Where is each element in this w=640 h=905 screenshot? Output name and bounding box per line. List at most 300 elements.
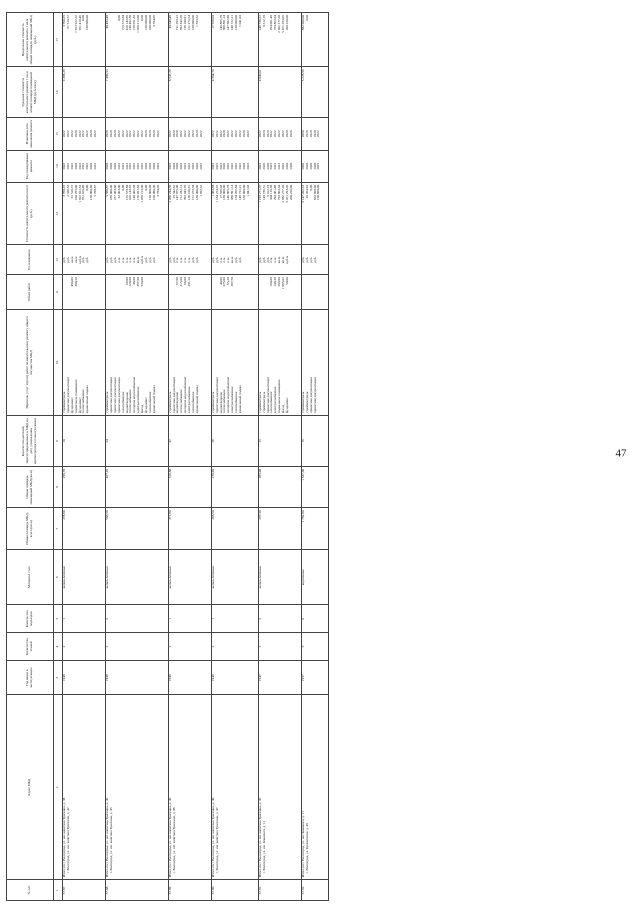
column-number: 2: [54, 695, 63, 880]
limit-cost: 130 000,00: [191, 15, 196, 31]
cost-value: 1 593,52: [198, 184, 203, 197]
entrances-count: 2: [106, 605, 169, 633]
plan-year: 2020: [171, 162, 176, 170]
unit-value: кв.м: [73, 256, 78, 263]
limit-cost: 100 000,00: [147, 15, 152, 31]
cost-value: 227 463,00: [112, 184, 117, 201]
plan-year-list: [168, 150, 211, 182]
cost-value: 8 312,18: [265, 184, 270, 197]
limit-cost: [90, 15, 94, 64]
cost-value: 5 508,87: [105, 184, 110, 197]
cost-value: 158 051,83: [136, 184, 141, 201]
end-year: 2020: [300, 130, 305, 138]
cost-value: 130 000,00: [147, 184, 152, 201]
cost-value: 733 863,64: [277, 184, 282, 201]
unit-value: руб.: [265, 256, 270, 263]
table-row: [106, 13, 169, 901]
cost-value: 25 342,61: [171, 184, 176, 199]
limit-cost-list: [106, 13, 169, 67]
work-item: кровельный подвал: [85, 385, 90, 414]
column-number: 4: [54, 633, 63, 661]
work-item: стройконтроль: [62, 391, 66, 414]
end-year: 2022: [120, 130, 125, 138]
column-header: Количество жителей, зарегистрированных в МКД на дату утверждения краткосрочного плана (человек): [7, 416, 54, 467]
limit-cost: 733 863,64: [273, 15, 278, 31]
volume-value: 397,80: [136, 277, 141, 287]
unit-value: куб.м: [285, 255, 290, 264]
cost-value: 3 784,05: [155, 184, 160, 197]
row-number: 57.88.: [106, 880, 169, 901]
plan-year-list: [258, 150, 301, 182]
wall-material: кирпичные: [301, 550, 329, 605]
wall-material: шлако-блочные: [258, 550, 301, 605]
volume-list: [106, 275, 169, 310]
unit-value: п.м.: [269, 256, 274, 263]
end-year: 2022: [245, 130, 250, 138]
end-year: 2022: [65, 130, 70, 138]
cost-value: 134 265,84: [234, 184, 239, 201]
end-year: 2022: [69, 130, 74, 138]
volume-value: 220,00: [128, 277, 133, 287]
cost-value: 2 456 244,39: [167, 184, 172, 203]
column-number: 8: [54, 466, 63, 508]
cost-value: 147 075,00: [175, 184, 180, 201]
cost-value: 832 608,00: [312, 184, 317, 201]
unit-list: [211, 245, 258, 275]
work-item: электроснабжение: [273, 386, 278, 414]
plan-year: 2022: [187, 162, 192, 170]
unit-value: руб.: [167, 256, 172, 263]
volume-value: 194,00: [269, 277, 274, 287]
end-year: 2022: [277, 130, 282, 138]
table-row: [301, 13, 329, 901]
column-number: 12: [54, 245, 63, 275]
work-item: газоснабжение: [147, 391, 152, 414]
end-year: 2022: [183, 130, 188, 138]
limit-cost: 146 865,78: [218, 15, 223, 31]
end-year-list: [168, 118, 211, 150]
column-number: 14: [54, 150, 63, 182]
floors-count: 2: [258, 633, 301, 661]
work-item: электроснабжение: [187, 386, 192, 414]
cost-list: [63, 182, 106, 244]
unit-value: руб.: [194, 256, 199, 263]
limit-cost: 136 100,91: [183, 15, 188, 31]
limit-cost: 1 922 922,32: [73, 15, 78, 33]
plan-year: 2020: [261, 162, 266, 170]
total-area: 1 782,80: [301, 508, 329, 550]
unit-value: п.м.: [187, 256, 192, 263]
table-row: [211, 13, 258, 901]
cost-value: 1 058 213,00: [140, 184, 145, 203]
cost-value: 294 061,48: [273, 184, 278, 201]
unit-value: руб.: [214, 256, 219, 263]
unit-value: руб.: [144, 256, 148, 263]
column-number: 9: [54, 416, 63, 467]
cost-value: 149 736,51: [261, 184, 266, 201]
end-year: 2022: [281, 130, 286, 138]
limit-cost: 416 143,65: [124, 15, 129, 31]
end-year: 2022: [269, 130, 274, 138]
plan-year: 2020: [89, 162, 94, 170]
end-year: 2022: [273, 130, 278, 138]
plan-year: 2020: [73, 162, 78, 170]
unit-value: руб.: [85, 256, 90, 263]
plan-year: 2022: [277, 162, 282, 170]
work-item: фасад: [281, 404, 286, 414]
wall-material: шлако-блочные: [168, 550, 211, 605]
unit-value: п.м.: [175, 256, 180, 263]
volume-list: [168, 275, 211, 310]
unit-cost: 5 225,59: [301, 67, 329, 118]
column-header: Общая площадь помещений МКД (кв.м): [7, 466, 54, 508]
plan-year: 2022: [316, 162, 321, 170]
cost-value: 1 184 253,67: [214, 184, 219, 203]
cost-value: 136 100,91: [187, 184, 192, 201]
group-total-label: Итого по г. Волгоград, ул. им. Кошевого, д. 11: [300, 810, 305, 878]
limit-cost: 0,00: [116, 15, 121, 21]
end-year: 2022: [198, 130, 203, 138]
plan-year: 2022: [218, 162, 223, 170]
cost-value: 0,00: [120, 184, 125, 191]
building-address: г. Волгоград, ул. им. капитана Тряскина, д. 46: [171, 807, 176, 874]
unit-cost: 7 486,53: [106, 67, 169, 118]
plan-year: 2022: [245, 162, 250, 170]
group-total-label: Итого по г. Волгоград, ул. им. капитана Тряскина, д. 38: [62, 797, 66, 878]
page-number: 47: [615, 447, 627, 460]
end-year: 2020: [222, 130, 227, 138]
end-year: 2022: [210, 130, 215, 138]
plan-year: 2022: [120, 162, 125, 170]
work-item: проектная документация: [112, 377, 117, 414]
unit-value: руб.: [108, 256, 113, 263]
limit-cost: 40 483,48: [105, 15, 110, 29]
limit-cost: 148 722,21: [230, 15, 235, 31]
plan-year: 2020: [300, 162, 305, 170]
end-year: 2022: [226, 130, 231, 138]
cost-value: 392 343,70: [183, 184, 188, 201]
plan-year: 2022: [191, 162, 196, 170]
cost-value: 130 000,00: [89, 184, 94, 201]
limit-cost: 832 608,00: [300, 15, 305, 31]
cost-value: 5 471 293,05: [285, 184, 290, 203]
volume-value: [86, 277, 90, 307]
cost-list: [258, 182, 301, 244]
end-year: 2022: [124, 130, 129, 138]
end-year: 2022: [179, 130, 184, 138]
unit-value: куб.м: [140, 255, 145, 264]
work-item: фасад: [140, 404, 145, 414]
volume-value: [153, 277, 157, 307]
unit-value: п.м.: [116, 256, 121, 263]
work-item: электроснабжение: [136, 386, 141, 414]
end-year: 2022: [187, 130, 192, 138]
group-total-label: Итого по г. Волгоград, ул. им. капитана Тряскина, д. 45: [167, 797, 172, 878]
work-item: проектная документация: [265, 377, 270, 414]
limit-cost: 0,00: [140, 15, 145, 21]
work-item: стройконтроль: [167, 391, 172, 414]
work-item: водоотведение: [175, 391, 180, 414]
plan-year: 2022: [132, 162, 137, 170]
end-year: 2022: [132, 130, 137, 138]
total-area: 278,90: [63, 508, 106, 550]
unit-value: п.м.: [273, 256, 278, 263]
plan-year: 2020: [144, 162, 148, 170]
unit-value: кв.м.: [281, 256, 286, 264]
limit-cost: 149 736,51: [257, 15, 262, 31]
row-number: 57.87.: [63, 880, 106, 901]
limit-cost-list: [301, 13, 329, 67]
entrances-count: 1: [211, 605, 258, 633]
end-year: 2020: [175, 130, 180, 138]
cost-value: 2 336,53: [65, 184, 70, 197]
cost-value: 146 865,78: [226, 184, 231, 201]
plan-year: 2020: [108, 162, 113, 170]
building-address: г. Волгоград, ул. им. капитана Тряскина, д. 45: [109, 807, 113, 874]
table-body: [63, 13, 329, 901]
cost-value: 148 722,21: [238, 184, 243, 201]
end-year: 2022: [191, 130, 196, 138]
cost-value: 140 402,38: [132, 184, 137, 201]
limit-cost: 130 000,00: [144, 15, 148, 31]
rooms-area: 1 537,60: [301, 466, 329, 508]
limit-cost: 155 573,84: [120, 15, 125, 31]
work-item: холодное водоснабжение: [226, 376, 231, 414]
work-item: газоснабжение: [191, 391, 196, 414]
work-item: проектная документация: [108, 377, 113, 414]
cost-value: 1 363,38: [210, 184, 215, 197]
unit-list: [168, 245, 211, 275]
cost-value: 100 255,00: [73, 184, 78, 201]
address-cell: [168, 695, 211, 880]
plan-year: 2022: [128, 162, 133, 170]
rooms-area: 427,20: [106, 466, 169, 508]
limit-cost: [314, 15, 318, 64]
plan-year: 2022: [238, 162, 243, 170]
unit-value: кв.м.: [277, 256, 282, 264]
work-item: проектная документация: [116, 377, 121, 414]
residents-count: 15: [258, 416, 301, 467]
end-year: 2020: [89, 130, 94, 138]
plan-year-list: [63, 150, 106, 182]
unit-value: руб.: [151, 256, 156, 263]
end-year: 2022: [140, 130, 145, 138]
unit-value: руб.: [308, 256, 313, 263]
unit-cost: 8 547,29: [168, 67, 211, 118]
limit-cost: 151 273,54: [187, 15, 192, 31]
limit-cost: 1 593,52: [194, 15, 199, 27]
unit-value: руб.: [171, 256, 176, 263]
plan-year-list: [211, 150, 258, 182]
limit-cost: 3 760,25: [62, 15, 66, 27]
volume-value: 300,50: [73, 277, 78, 287]
plan-year: 2020: [304, 162, 309, 170]
end-year: 2022: [238, 130, 243, 138]
unit-value: руб.: [62, 256, 66, 263]
row-number: 57.89.: [168, 880, 211, 901]
plan-year: 2020: [288, 162, 293, 170]
plan-year: 2022: [273, 162, 278, 170]
work-item: стройконтроль: [261, 391, 266, 414]
volume-value: 66,00: [183, 277, 188, 285]
volume-list: [211, 275, 258, 310]
end-year: 2020: [261, 130, 266, 138]
cost-value: 100 000,00: [151, 184, 156, 201]
entrances-count: 1: [168, 605, 211, 633]
cost-list: [106, 182, 169, 244]
address-cell: [106, 695, 169, 880]
plan-year: 2020: [112, 162, 117, 170]
limit-cost: 151 293,12: [175, 15, 180, 31]
work-item: проектная документация: [308, 377, 313, 414]
limit-cost-list: [63, 13, 106, 67]
volume-value: [239, 277, 243, 307]
end-year: 2020: [241, 130, 246, 138]
column-header: Количество этажей: [7, 633, 54, 661]
cost-value: 151 273,54: [191, 184, 196, 201]
work-item: теплоснабжение: [179, 389, 184, 414]
volume-value: 44,00: [218, 277, 223, 285]
work-item: теплоснабжение: [128, 389, 133, 414]
work-item: проектная документация: [65, 377, 70, 414]
unit-value: руб.: [312, 256, 317, 263]
year-built: 1957: [301, 660, 329, 695]
end-year: 2020: [108, 130, 113, 138]
building-address: г. Волгоград, ул. им. Кошевого, д. 11: [261, 820, 266, 874]
floors-count: 2: [106, 633, 169, 661]
limit-cost-list: [168, 13, 211, 67]
unit-value: руб.: [65, 256, 70, 263]
table-row: [168, 13, 211, 901]
work-item: фундамент: [77, 397, 82, 414]
work-item: электроснабжение: [230, 386, 235, 414]
work-item: газоснабжение: [234, 391, 239, 414]
volume-value: 148,30: [273, 277, 278, 287]
column-header: Год ввода в эксплуатацию: [7, 660, 54, 695]
unit-value: п.м.: [226, 256, 231, 263]
works-list: [301, 309, 329, 415]
column-header: Предельная стоимость капитального ремонта 1 кв.м общей площади помещений МКД (руб.): [7, 13, 54, 67]
column-header: № п/п: [7, 880, 54, 901]
volume-value: 283,80: [277, 277, 282, 287]
end-year: 2020: [285, 130, 290, 138]
unit-value: кв.м: [69, 256, 74, 263]
plan-year: 2022: [167, 162, 172, 170]
plan-year: 2020: [285, 162, 290, 170]
work-item: кровельный подвал: [151, 385, 156, 414]
column-header: Материал стен: [7, 550, 54, 605]
plan-year: 2020: [194, 162, 199, 170]
unit-value: руб.: [81, 256, 86, 263]
work-item: кровельный подвал: [238, 385, 243, 414]
entrances-count: 1: [63, 605, 106, 633]
limit-cost: 17 559,03: [210, 15, 215, 29]
plan-year: 2022: [116, 162, 121, 170]
cost-value: 130 000,00: [222, 184, 227, 201]
unit-value: руб.: [234, 256, 239, 263]
unit-cost: 9 398,29: [63, 67, 106, 118]
column-number: 1: [54, 880, 63, 901]
plan-year: 2022: [257, 162, 262, 170]
end-year: 2020: [308, 130, 313, 138]
plan-year-list: [106, 150, 169, 182]
work-item: водоотведение: [218, 391, 223, 414]
table-row: [63, 13, 106, 901]
floors-count: 2: [63, 633, 106, 661]
limit-cost: 130 000,00: [234, 15, 239, 31]
entrances-count: 2: [258, 605, 301, 633]
column-header: Год планирования ремонта: [7, 150, 54, 182]
total-area: 297,30: [258, 508, 301, 550]
limit-cost: 147 662,60: [226, 15, 231, 31]
building-address: г. Волгоград, ул. им. капитана Тряскина, д. 42: [65, 807, 70, 874]
total-area: 503,50: [106, 508, 169, 550]
volume-value: 287,70: [230, 277, 235, 287]
cost-value: 0,00: [308, 184, 313, 191]
limit-cost: 200 220,00: [285, 15, 290, 31]
unit-list: [258, 245, 301, 275]
unit-value: п.м.: [218, 256, 223, 263]
plan-year: 2022: [179, 162, 184, 170]
plan-year: 2022: [210, 162, 215, 170]
plan-year: 2022: [81, 162, 86, 170]
work-item: газоснабжение: [269, 391, 274, 414]
unit-value: руб.: [257, 256, 262, 263]
address-cell: [301, 695, 329, 880]
plan-year: 2022: [198, 162, 203, 170]
cost-value: 1 922 922,32: [77, 184, 82, 203]
plan-year: 2022: [230, 162, 235, 170]
end-year-list: [63, 118, 106, 150]
work-item: стройконтроль: [300, 391, 305, 414]
column-number: 15: [54, 118, 63, 150]
work-item: фундамент: [69, 397, 74, 414]
volume-value: [314, 277, 318, 307]
cost-value: 155 573,84: [124, 184, 129, 201]
cost-value: 388 891,14: [230, 184, 235, 201]
volume-value: 533,00: [140, 277, 145, 287]
plan-year: 2022: [183, 162, 188, 170]
limit-cost: 140 402,38: [128, 15, 133, 31]
plan-year: 2022: [93, 162, 98, 170]
volume-value: 215,00: [179, 277, 184, 287]
column-number-row: [54, 13, 63, 901]
column-number: 11: [54, 275, 63, 310]
limit-cost: 158 051,83: [132, 15, 137, 31]
cost-value: 151 282,12: [179, 184, 184, 201]
unit-list: [106, 245, 169, 275]
end-year: 2022: [218, 130, 223, 138]
plan-year: 2022: [214, 162, 219, 170]
cost-list: [211, 182, 258, 244]
unit-value: руб.: [191, 256, 196, 263]
cost-value: 200 220,00: [288, 184, 293, 201]
rooms-area: 316,80: [168, 466, 211, 508]
end-year: 2022: [62, 130, 66, 138]
cost-value: 20 264,92: [304, 184, 309, 199]
work-item: подвальное помещение: [277, 379, 282, 414]
volume-value: [196, 277, 200, 307]
unit-value: п.м.: [179, 256, 184, 263]
end-year: 2022: [316, 130, 321, 138]
end-year: 2022: [214, 130, 219, 138]
work-item: холодное водоснабжение: [132, 376, 137, 414]
unit-value: п.м.: [132, 256, 137, 263]
work-item: фундамент: [144, 397, 148, 414]
unit-list: [301, 245, 329, 275]
limit-cost: 0,00: [304, 15, 309, 21]
plan-year: 2022: [65, 162, 70, 170]
